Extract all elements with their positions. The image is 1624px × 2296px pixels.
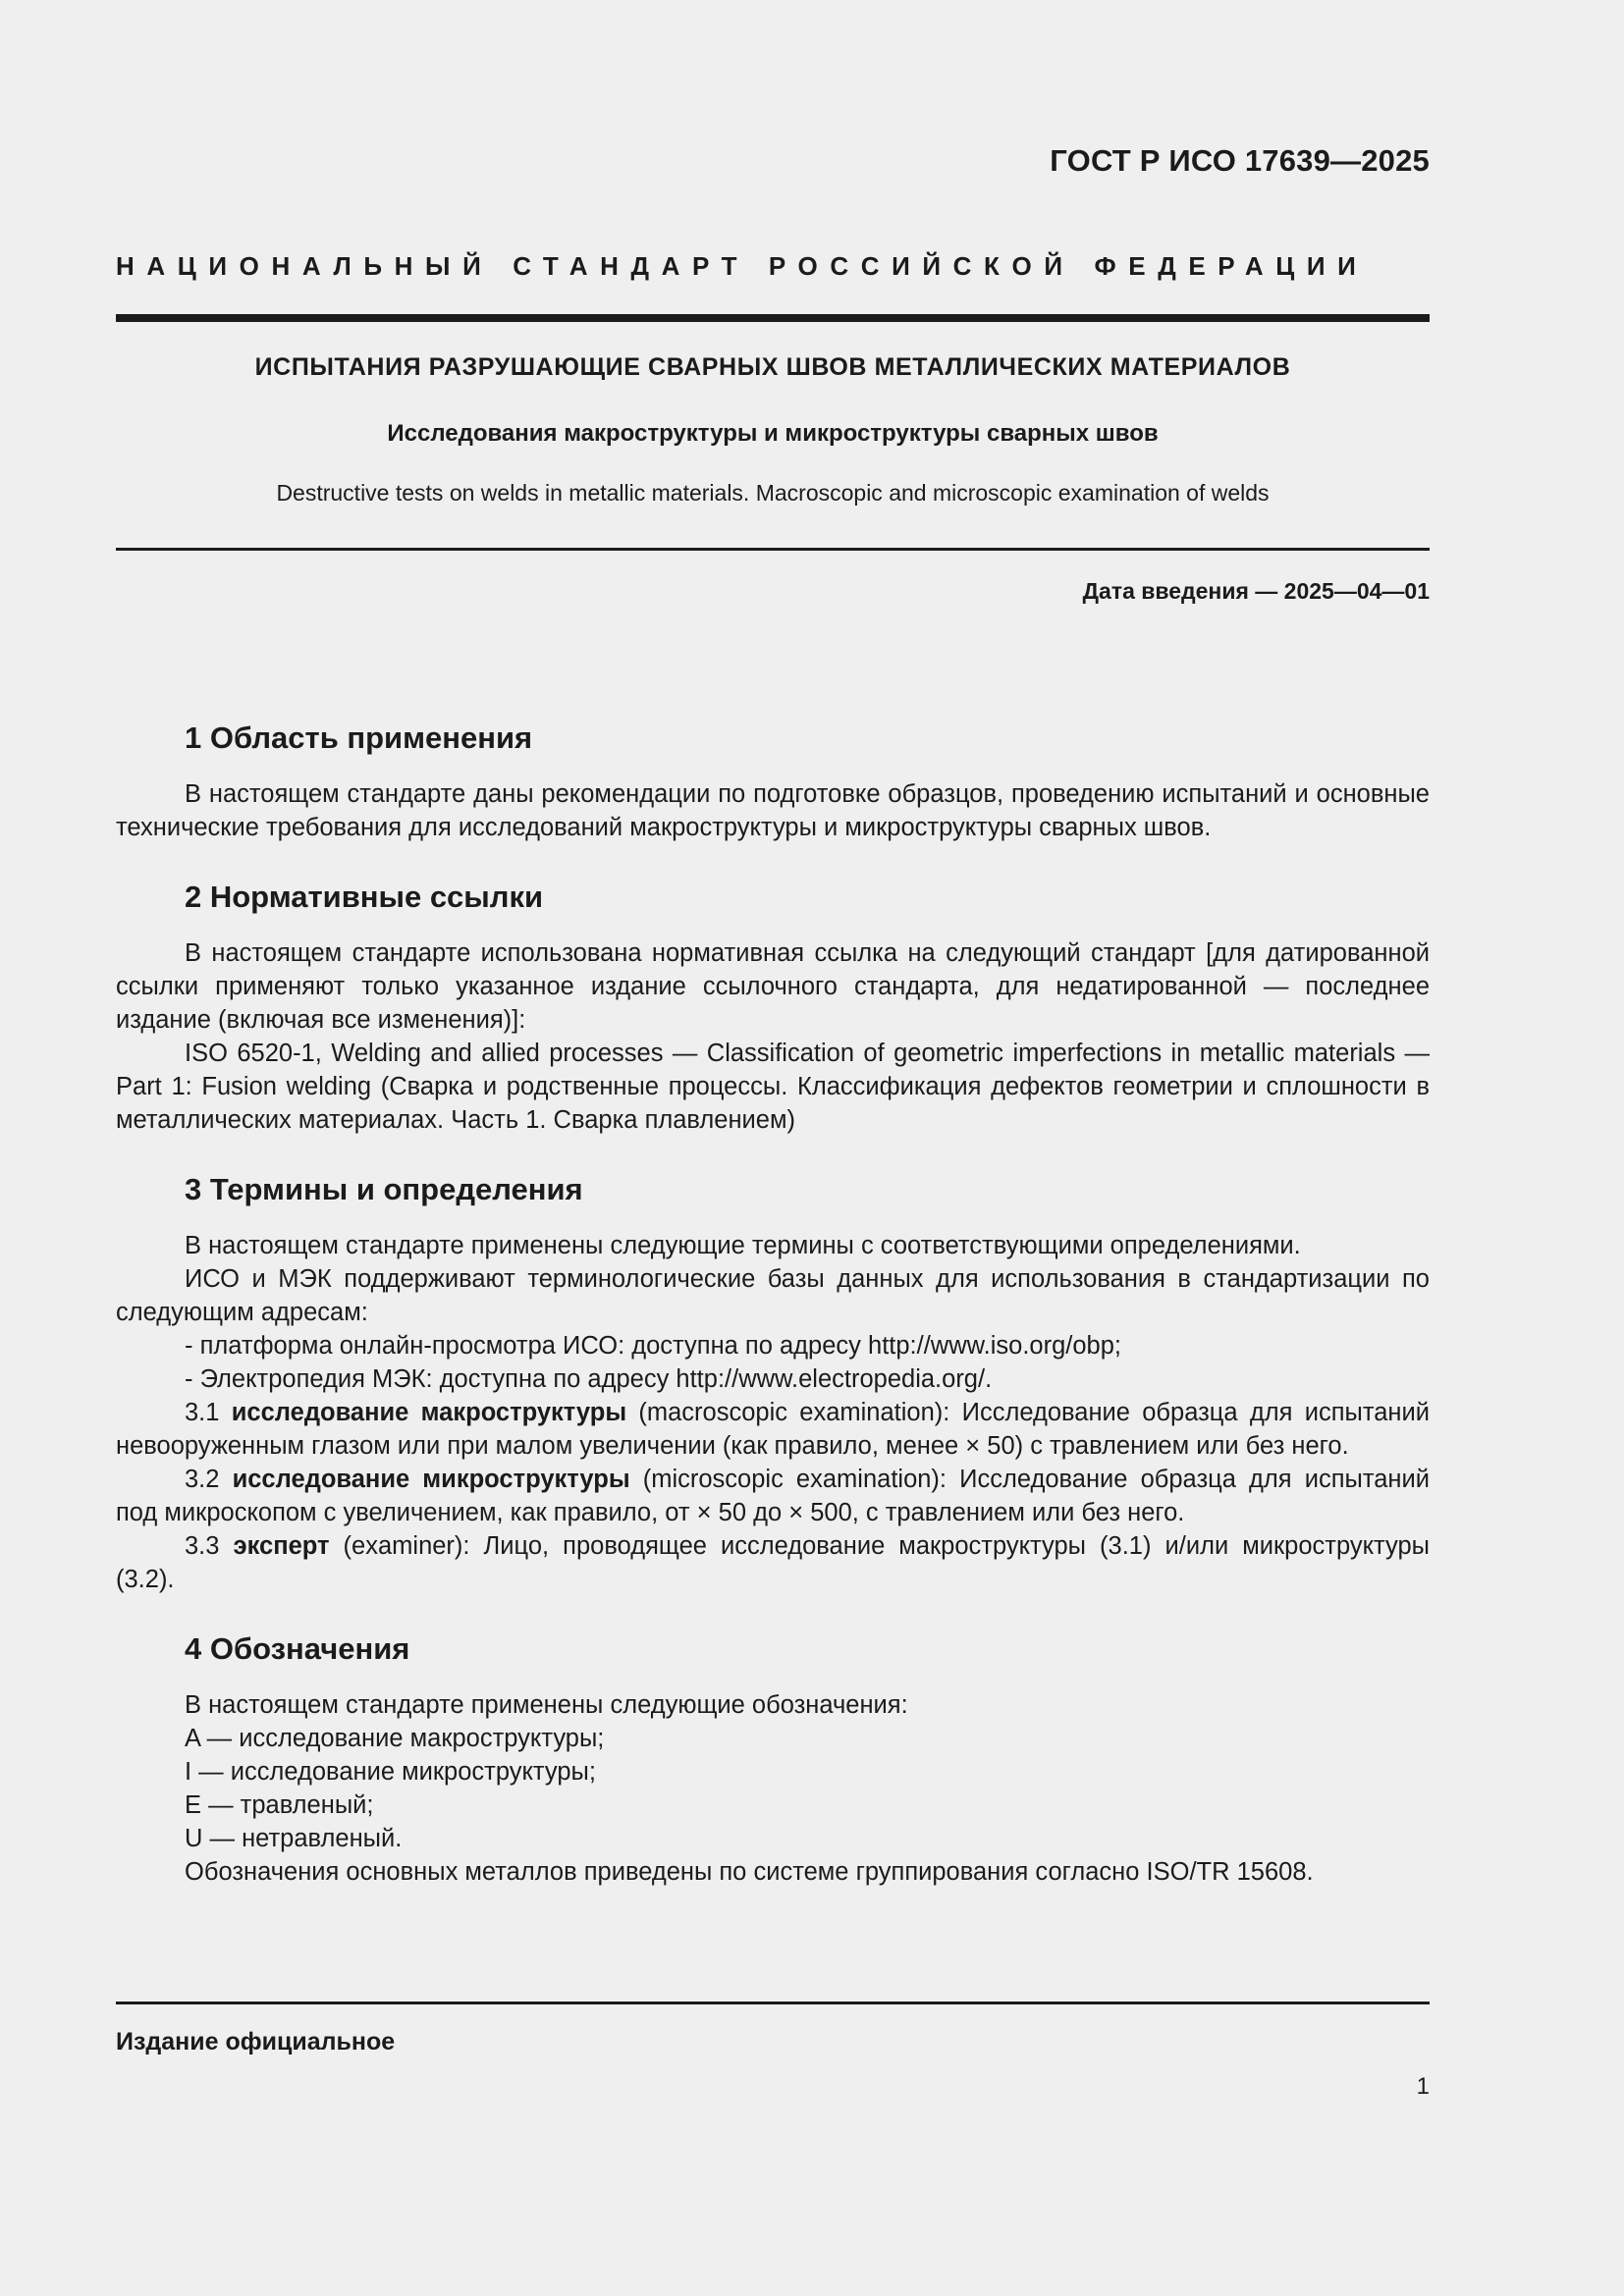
symbol-item: U — нетравленый.	[185, 1825, 403, 1852]
term-name: эксперт	[233, 1532, 330, 1560]
document-page	[116, 0, 1430, 2296]
standard-designation: ГОСТ Р ИСО 17639—2025	[1050, 143, 1430, 178]
introduction-date: Дата введения — 2025—04—01	[1082, 578, 1430, 604]
term-definition	[116, 1529, 1430, 1596]
document-title: ИСПЫТАНИЯ РАЗРУШАЮЩИЕ СВАРНЫХ ШВОВ МЕТАЛЛИЧЕСКИХ МАТЕРИАЛОВ	[254, 353, 1291, 381]
term-text: (microscopic examination): Исследование образца для испытаний под микроскопом с увеличением, как правило, от × 50 до × 500, с травлением или без него.	[116, 1466, 1430, 1526]
section-terms-definitions	[116, 1170, 1430, 1596]
reference-entry: ISO 6520-1, Welding and allied processes — Classification of geometric imperfections in metallic materials — Part 1: Fusion welding (Сварка и родственные процессы. Классификация дефектов геометрии и сплошности в металлических материалах. Часть 1. Сварка плавлением)	[116, 1040, 1430, 1134]
term-definition	[116, 1463, 1430, 1529]
thick-divider	[116, 314, 1430, 322]
paragraph: ИСО и МЭК поддерживают терминологические базы данных для использования в стандартизации по следующим адресам:	[116, 1265, 1430, 1326]
symbol-item: A — исследование макроструктуры;	[185, 1725, 605, 1752]
document-body	[116, 719, 1430, 1922]
term-number: 3.2	[185, 1466, 233, 1493]
section-scope	[116, 719, 1430, 844]
official-edition-label: Издание официальное	[116, 2028, 396, 2056]
section-normative-references	[116, 878, 1430, 1137]
term-text: (examiner): Лицо, проводящее исследование макроструктуры (3.1) и/или микроструктуры (3.2).	[116, 1532, 1430, 1593]
term-name: исследование макроструктуры	[231, 1399, 627, 1426]
section-heading: 1 Область применения	[185, 721, 533, 755]
term-number: 3.3	[185, 1532, 234, 1560]
english-title: Destructive tests on welds in metallic materials. Macroscopic and microscopic examination of welds	[276, 480, 1270, 506]
section-heading: 4 Обозначения	[185, 1631, 410, 1666]
paragraph: В настоящем стандарте применены следующие термины с соответствующими определениями.	[185, 1232, 1301, 1259]
document-subtitle: Исследования макроструктуры и микроструктуры сварных швов	[387, 420, 1159, 447]
symbol-item: E — травленый;	[185, 1791, 374, 1819]
section-symbols	[116, 1629, 1430, 1889]
term-text: (macroscopic examination): Исследование образца для испытаний невооруженным глазом или при малом увеличении (как правило, менее × 50) с травлением или без него.	[116, 1399, 1430, 1460]
section-heading: 3 Термины и определения	[185, 1172, 583, 1206]
title-divider	[116, 548, 1430, 551]
paragraph: В настоящем стандарте даны рекомендации по подготовке образцов, проведению испытаний и основные технические требования для исследований макроструктуры и микроструктуры сварных швов.	[116, 780, 1430, 841]
term-definition	[116, 1396, 1430, 1463]
list-item: - Электропедия МЭК: доступна по адресу http://www.electropedia.org/.	[185, 1365, 993, 1393]
paragraph: В настоящем стандарте применены следующие обозначения:	[185, 1691, 908, 1719]
symbol-item: I — исследование микроструктуры;	[185, 1758, 596, 1786]
section-heading: 2 Нормативные ссылки	[185, 880, 544, 914]
term-number: 3.1	[185, 1399, 232, 1426]
page-number: 1	[1416, 2073, 1430, 2100]
national-standard-banner: НАЦИОНАЛЬНЫЙ СТАНДАРТ РОССИЙСКОЙ ФЕДЕРАЦИИ	[116, 251, 1369, 281]
footer-divider	[116, 2002, 1430, 2004]
list-item: - платформа онлайн-просмотра ИСО: доступна по адресу http://www.iso.org/obp;	[185, 1332, 1121, 1360]
paragraph: Обозначения основных металлов приведены по системе группирования согласно ISO/TR 15608.	[185, 1858, 1314, 1886]
paragraph: В настоящем стандарте использована нормативная ссылка на следующий стандарт [для датированной ссылки применяют только указанное издание ссылочного стандарта, для недатированной — последнее издание (включая все изменения)]:	[116, 939, 1430, 1034]
term-name: исследование микроструктуры	[232, 1466, 630, 1493]
